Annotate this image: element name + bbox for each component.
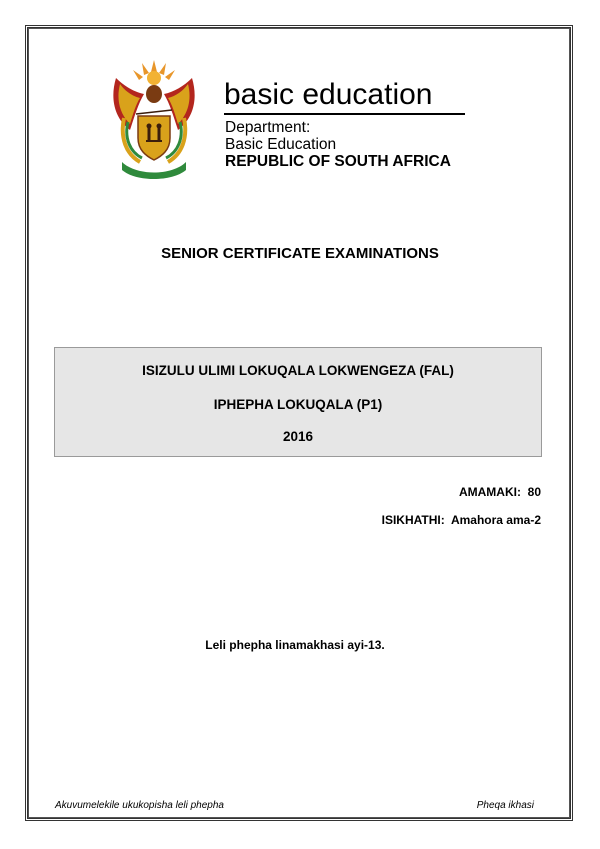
brand-department-label: Department: — [225, 119, 311, 136]
coat-of-arms-icon — [106, 58, 202, 180]
pages-note: Leli phepha linamakhasi ayi-13. — [205, 638, 385, 652]
marks-label: AMAMAKI: — [458, 485, 521, 499]
marks-row — [459, 485, 541, 499]
subject-name: ISIZULU ULIMI LOKUQALA LOKWENGEZA (FAL) — [142, 363, 454, 378]
footer-copyright: Akuvumelekile ukukopisha leli phepha — [55, 800, 224, 811]
exam-year: 2016 — [282, 429, 314, 444]
time-row — [382, 513, 541, 527]
exam-title: SENIOR CERTIFICATE EXAMINATIONS — [161, 245, 439, 262]
paper-name: IPHEPHA LOKUQALA (P1) — [213, 397, 383, 412]
footer-turn-page: Pheqa ikhasi — [476, 800, 534, 811]
brand-sub-department: Basic Education — [225, 136, 337, 153]
brand-title: basic education — [224, 78, 433, 111]
marks-value: 80 — [527, 485, 541, 499]
brand-underline — [224, 113, 465, 115]
brand-republic: REPUBLIC OF SOUTH AFRICA — [225, 153, 451, 170]
time-value: Amahora ama-2 — [450, 513, 541, 527]
time-label: ISIKHATHI: — [381, 513, 445, 527]
subject-box — [54, 347, 542, 457]
